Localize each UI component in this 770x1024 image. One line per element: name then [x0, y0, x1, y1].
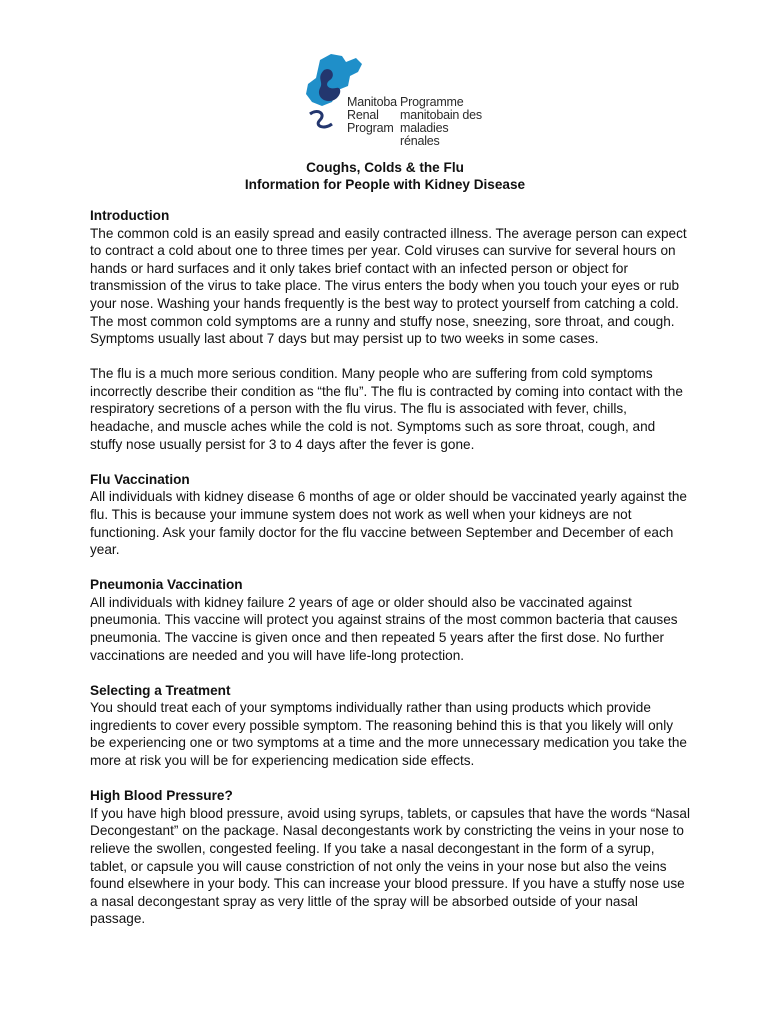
section-paragraph: All individuals with kidney disease 6 months of age or older should be vaccinated yearly against the flu. This is because your immune system does not work as well when your kidneys are not functioning. Ask your family doctor for the flu vaccine between September and December of each year.	[90, 489, 687, 558]
section-heading: Introduction	[90, 208, 170, 223]
manitoba-renal-program-logo	[298, 50, 488, 148]
document-subtitle: Information for People with Kidney Disease	[244, 177, 526, 192]
logo-fr-line: manitobain des	[400, 108, 482, 122]
section-paragraph: The common cold is an easily spread and easily contracted illness. The average person can expect to contract a cold about one to three times per year. Cold viruses can survive for several hours on hands or hard surfaces and it only takes brief contact with an infected person or object for transmission of the virus to take place. The virus enters the body when you touch your eyes or rub your nose. Washing your hands frequently is the best way to protect yourself from catching a cold. The most common cold symptoms are a runny and stuffy nose, sneezing, sore throat, and cough. Symptoms usually last about 7 days but may persist up to two weeks in some cases.	[90, 225, 687, 347]
logo-fr-line: Programme	[400, 95, 464, 109]
section-paragraph: If you have high blood pressure, avoid using syrups, tablets, or capsules that have the words “Nasal Decongestant” on the package. Nasal decongestants work by constricting the veins in your nose to relieve the swollen, congested feeling. If you take a nasal decongestant in the form of a syrup, tablet, or capsule you will cause constriction of not only the veins in your nose but also the veins found elsewhere in your body. This can increase your blood pressure. If you have a stuffy nose use a nasal decongestant spray as very little of the spray will be absorbed outside of your nasal passage.	[90, 805, 690, 927]
swirl-line	[310, 112, 332, 127]
section-paragraph: The flu is a much more serious condition. Many people who are suffering from cold symptoms incorrectly describe their condition as “the flu”. The flu is contracted by coming into contact with the respiratory secretions of a person with the flu virus. The flu is associated with fever, chills, headache, and muscle aches while the cold is not. Symptoms such as sore throat, cough, and stuffy nose usually persist for 3 to 4 days after the fever is gone.	[90, 366, 683, 452]
logo-french-text	[400, 96, 488, 148]
logo-fr-line: maladies rénales	[400, 121, 449, 148]
section-pneumonia-vaccination	[90, 576, 690, 664]
logo-english-text	[347, 96, 397, 135]
section-heading: Pneumonia Vaccination	[90, 577, 243, 593]
section-selecting-treatment	[90, 682, 690, 770]
document-title: Coughs, Colds & the Flu	[306, 160, 464, 175]
section-heading: High Blood Pressure?	[90, 788, 233, 804]
section-heading: Flu Vaccination	[90, 471, 190, 487]
section-paragraph: You should treat each of your symptoms individually rather than using products which provide ingredients to cover every possible symptom. The reasoning behind this is that you likely will only be experiencing one or two symptoms at a time and the more unnecessary medication you take the more at risk you will be for experiencing medication side effects.	[90, 700, 687, 769]
section-high-blood-pressure	[90, 787, 690, 928]
document-title-block	[0, 159, 770, 193]
logo-en-line: Renal	[347, 108, 379, 122]
section-flu-vaccination	[90, 471, 690, 559]
document-body	[90, 207, 690, 945]
section-introduction	[90, 207, 690, 453]
section-paragraph: All individuals with kidney failure 2 years of age or older should also be vaccinated against pneumonia. This vaccine will protect you against strains of the most common bacteria that causes pneumonia. The vaccine is given once and then repeated 5 years after the first dose. No further vaccinations are needed and you will have life-long protection.	[90, 594, 678, 663]
logo-en-line: Manitoba	[347, 95, 397, 109]
logo-en-line: Program	[347, 121, 394, 135]
section-heading: Selecting a Treatment	[90, 682, 231, 698]
